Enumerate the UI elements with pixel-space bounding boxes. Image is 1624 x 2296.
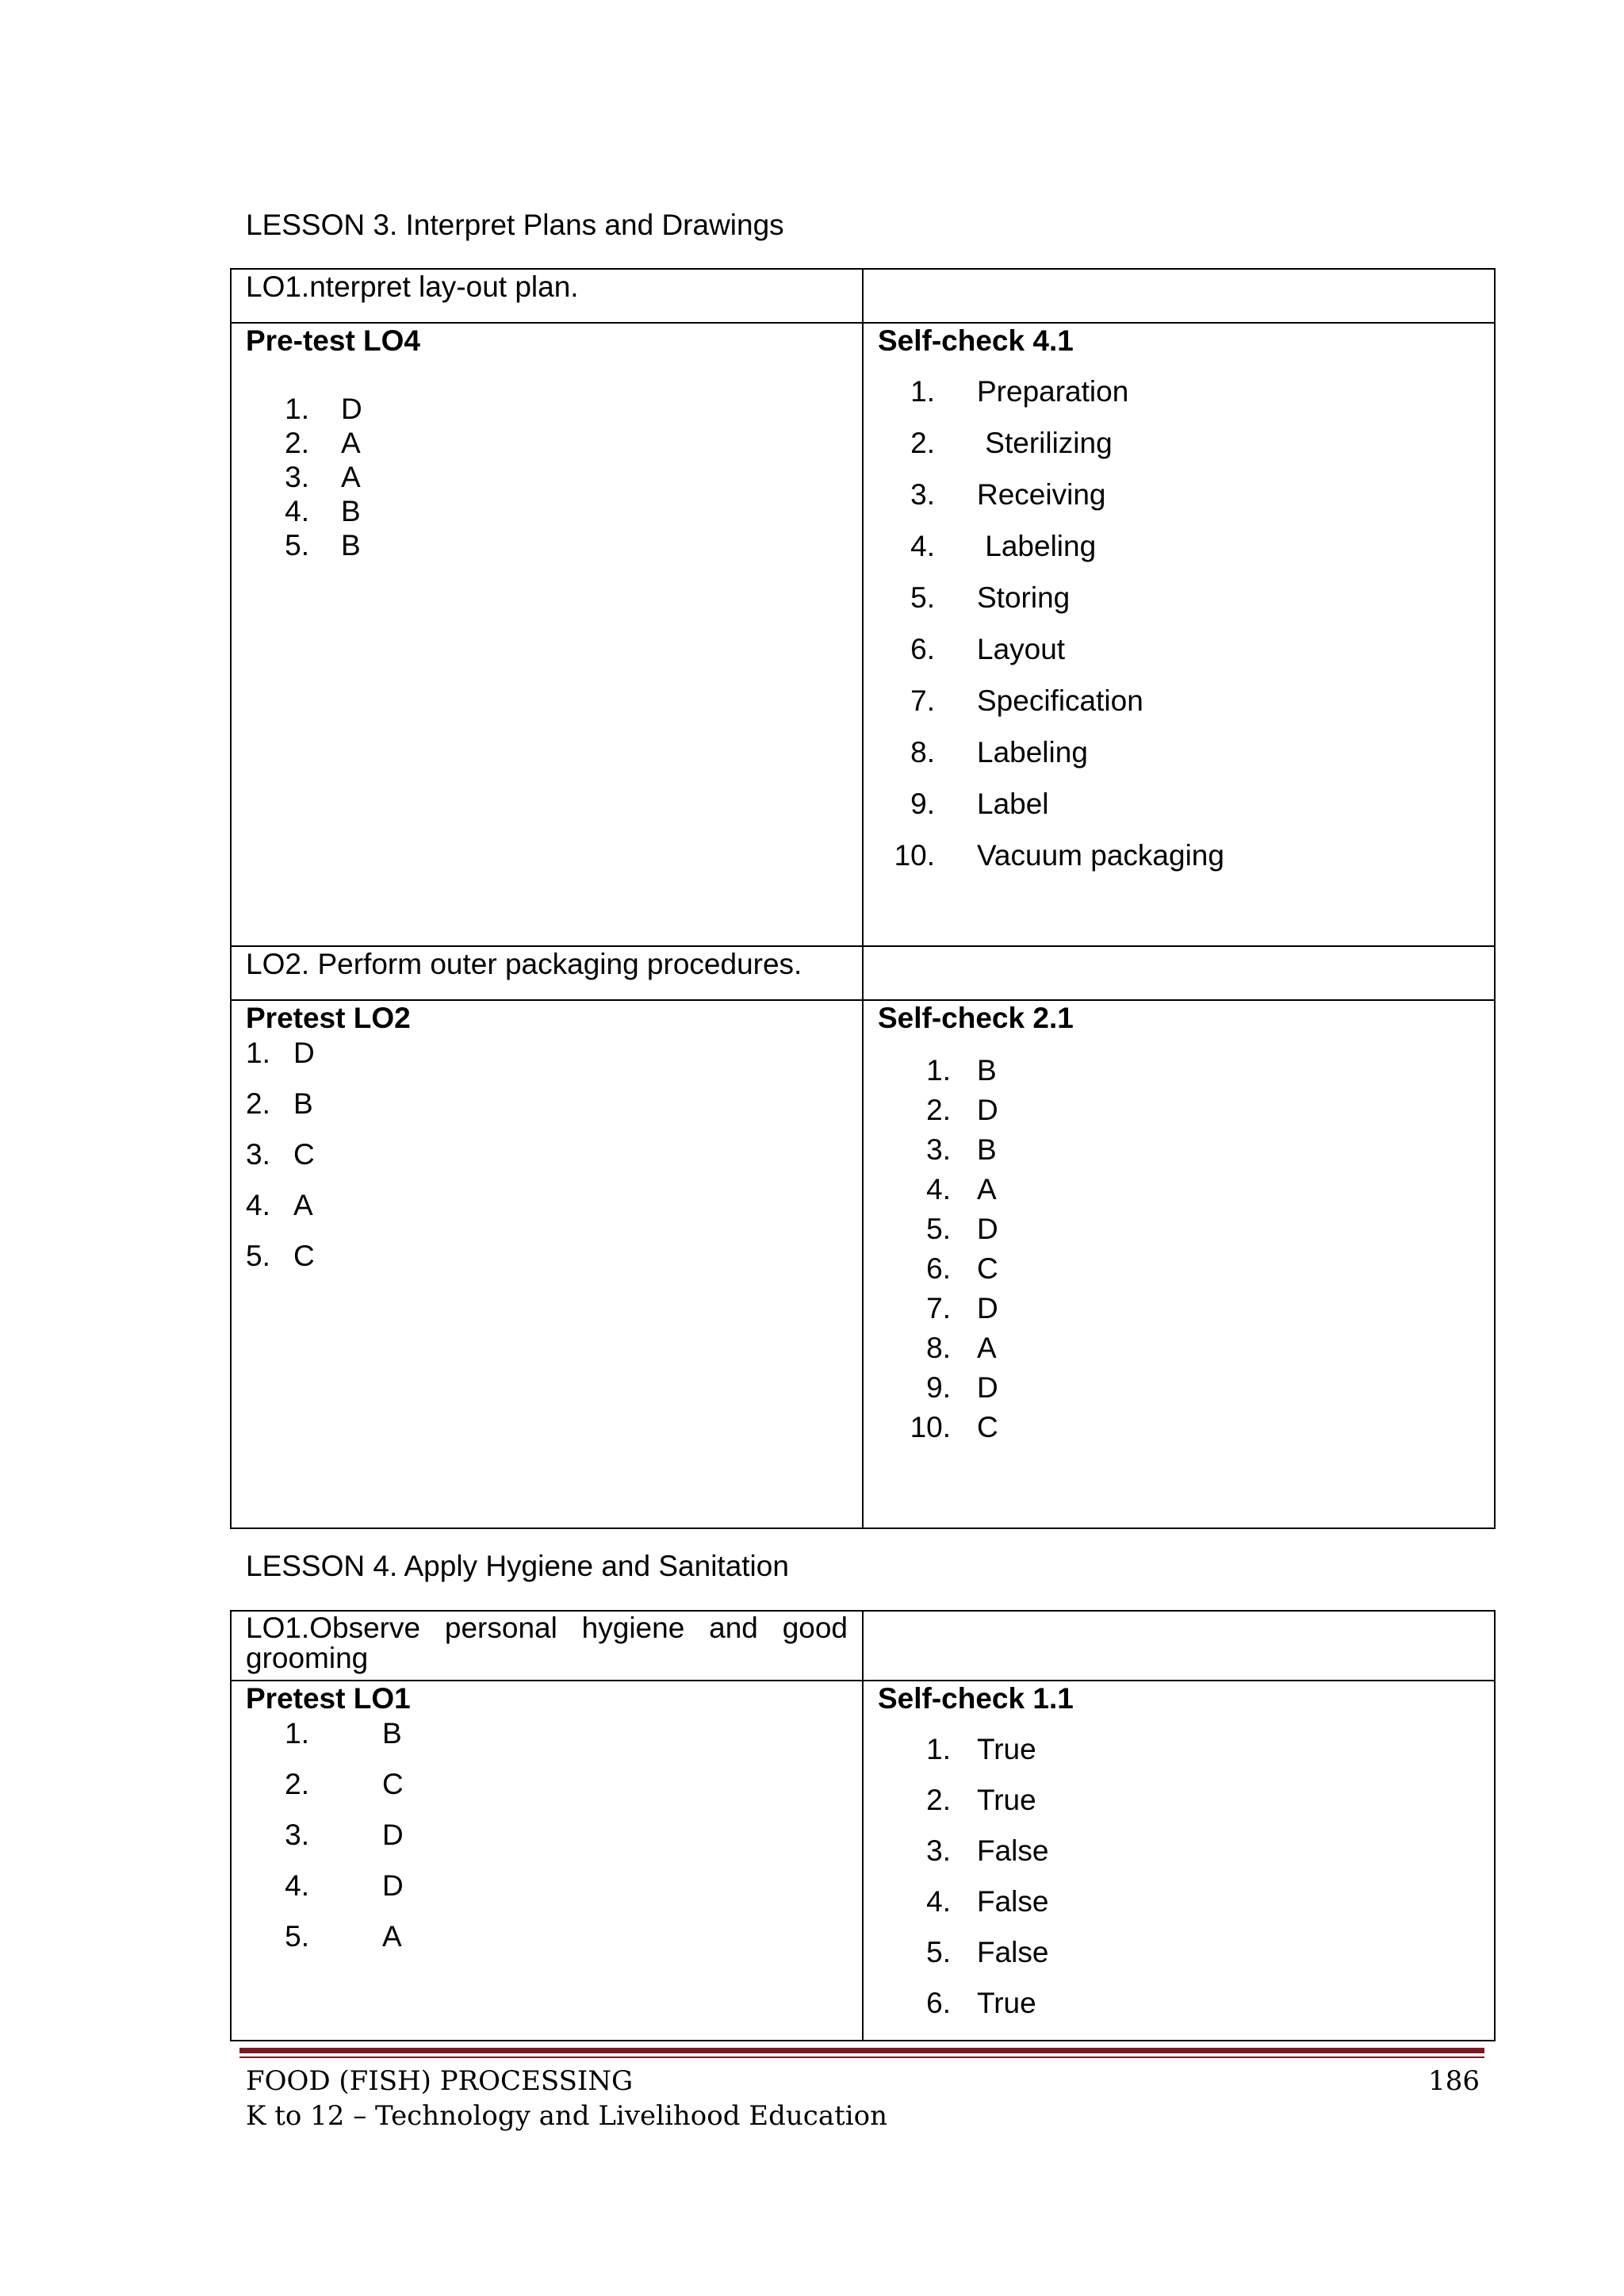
list-item: [246, 1239, 848, 1290]
item-number: 1.: [285, 1717, 309, 1750]
item-number: 5.: [926, 1936, 951, 1968]
item-answer: B: [341, 495, 361, 527]
list-item: [878, 1834, 1480, 1884]
item-number: 6.: [926, 1252, 951, 1285]
item-answer: False: [977, 1885, 1049, 1918]
item-number: 2.: [285, 427, 309, 459]
item-number: 7.: [910, 684, 935, 717]
item-answer: D: [341, 393, 362, 425]
item-answer: C: [293, 1138, 315, 1171]
item-number: 2.: [910, 427, 935, 459]
item-answer: True: [977, 1733, 1036, 1765]
item-answer: C: [293, 1240, 315, 1272]
list-item: [878, 1986, 1480, 2037]
item-answer: True: [977, 1987, 1036, 2019]
item-answer: C: [382, 1768, 404, 1800]
item-answer: B: [977, 1054, 997, 1087]
list-item: [246, 1036, 848, 1087]
item-number: 1.: [246, 1037, 270, 1069]
pretest-lo2-cell: [231, 1000, 863, 1528]
list-item: [878, 426, 1480, 477]
item-number: 1.: [926, 1733, 951, 1765]
item-answer: D: [977, 1292, 998, 1324]
list-item: [878, 1093, 1480, 1133]
list-item: [878, 1331, 1480, 1370]
item-number: 4.: [926, 1173, 951, 1205]
lesson-3-heading: LESSON 3. Interpret Plans and Drawings: [246, 209, 784, 241]
list-item: [878, 529, 1480, 581]
pretest-lo1-answers: [246, 1716, 848, 1970]
item-answer: Specification: [977, 684, 1143, 717]
list-item: [878, 1732, 1480, 1783]
item-number: 3.: [285, 461, 309, 493]
item-answer: False: [977, 1834, 1049, 1867]
list-item: [878, 1884, 1480, 1935]
item-answer: Storing: [977, 581, 1071, 614]
list-item: [878, 787, 1480, 838]
lesson-4-lo1-title-line2: grooming: [246, 1642, 369, 1674]
selfcheck-4-1-cell: [863, 323, 1495, 946]
item-answer: D: [382, 1819, 404, 1851]
list-item: [878, 1251, 1480, 1291]
list-item: [878, 684, 1480, 735]
footer-program: K to 12 – Technology and Livelihood Education: [246, 2100, 887, 2132]
item-answer: A: [977, 1332, 997, 1364]
lesson-4-lo1-title-cell: [231, 1611, 863, 1681]
list-item: [878, 632, 1480, 684]
empty-cell: [863, 946, 1495, 1000]
list-item: [246, 1137, 848, 1188]
list-item: [246, 392, 848, 426]
selfcheck-2-1-cell: [863, 1000, 1495, 1528]
item-number: 9.: [926, 1371, 951, 1404]
item-answer: A: [382, 1920, 402, 1953]
item-answer: B: [341, 529, 361, 562]
item-number: 1.: [285, 393, 309, 425]
item-answer: D: [977, 1371, 998, 1404]
item-number: 3.: [246, 1138, 270, 1171]
list-item: [878, 838, 1480, 890]
item-answer: A: [341, 427, 361, 459]
item-number: 5.: [926, 1213, 951, 1245]
item-number: 4.: [285, 1869, 309, 1902]
empty-cell: [863, 1611, 1495, 1681]
list-item: [246, 1087, 848, 1137]
item-number: 2.: [285, 1768, 309, 1800]
pretest-lo1-cell: [231, 1681, 863, 2041]
item-number: 6.: [910, 633, 935, 665]
pretest-lo4-answers: [246, 392, 848, 562]
list-item: [246, 528, 848, 562]
list-item: [246, 1818, 848, 1869]
item-answer: Preparation: [977, 375, 1129, 408]
list-item: [246, 460, 848, 494]
list-item: [878, 1133, 1480, 1172]
item-answer: D: [977, 1094, 998, 1126]
pretest-lo2-heading: Pretest LO2: [246, 1002, 411, 1034]
item-number: 1.: [910, 375, 935, 408]
pretest-lo4-cell: [231, 323, 863, 946]
item-number: 5.: [285, 529, 309, 562]
footer-subject: FOOD (FISH) PROCESSING: [246, 2065, 634, 2097]
item-number: 3.: [285, 1819, 309, 1851]
item-number: 1.: [926, 1054, 951, 1087]
list-item: [246, 426, 848, 460]
item-number: 3.: [926, 1834, 951, 1867]
item-number: 10.: [910, 1411, 951, 1443]
item-number: 2.: [926, 1094, 951, 1126]
lesson-4-lo1-title-line1: LO1.Observe personal hygiene and good: [246, 1612, 848, 1644]
item-number: 8.: [910, 736, 935, 769]
selfcheck-2-1-answers: [878, 1053, 1480, 1450]
list-item: [246, 1919, 848, 1970]
item-answer: B: [293, 1087, 313, 1120]
footer-rule-thin: [239, 2056, 1484, 2058]
item-answer: Labeling: [977, 530, 1097, 562]
list-item: [246, 1869, 848, 1919]
selfcheck-4-1-answers: [878, 374, 1480, 890]
item-number: 5.: [246, 1240, 270, 1272]
selfcheck-1-1-cell: [863, 1681, 1495, 2041]
item-answer: Layout: [977, 633, 1066, 665]
list-item: [878, 1172, 1480, 1212]
list-item: [246, 1716, 848, 1767]
list-item: [878, 374, 1480, 426]
item-answer: D: [293, 1037, 315, 1069]
item-number: 10.: [894, 839, 935, 872]
item-number: 6.: [926, 1987, 951, 2019]
list-item: [878, 581, 1480, 632]
item-number: 3.: [910, 478, 935, 511]
item-answer: Labeling: [977, 736, 1088, 769]
lo2-title-cell: [231, 946, 863, 1000]
lesson-4-heading: LESSON 4. Apply Hygiene and Sanitation: [246, 1550, 789, 1582]
item-number: 2.: [246, 1087, 270, 1120]
item-number: 8.: [926, 1332, 951, 1364]
list-item: [878, 1935, 1480, 1986]
footer-rule: [239, 2048, 1484, 2053]
item-answer: A: [977, 1173, 997, 1205]
list-item: [878, 1410, 1480, 1450]
item-answer: A: [293, 1189, 313, 1221]
lesson-4-answer-table: [230, 1610, 1496, 2041]
item-answer: C: [977, 1252, 998, 1285]
item-answer: True: [977, 1784, 1036, 1816]
item-number: 4.: [285, 495, 309, 527]
item-answer: A: [341, 461, 361, 493]
empty-cell: [863, 269, 1495, 323]
item-answer: Receiving: [977, 478, 1106, 511]
pretest-lo2-answers: [246, 1036, 848, 1290]
item-answer: Sterilizing: [977, 427, 1113, 459]
list-item: [878, 1291, 1480, 1331]
pretest-lo1-heading: Pretest LO1: [246, 1682, 411, 1715]
item-answer: C: [977, 1411, 998, 1443]
item-number: 5.: [910, 581, 935, 614]
selfcheck-4-1-heading: Self-check 4.1: [878, 324, 1074, 357]
item-number: 2.: [926, 1784, 951, 1816]
item-number: 4.: [246, 1189, 270, 1221]
item-number: 3.: [926, 1133, 951, 1166]
item-number: 5.: [285, 1920, 309, 1953]
item-number: 9.: [910, 788, 935, 820]
item-answer: D: [977, 1213, 998, 1245]
list-item: [878, 477, 1480, 529]
lo1-title-cell: [231, 269, 863, 323]
selfcheck-1-1-heading: Self-check 1.1: [878, 1682, 1074, 1715]
item-number: 7.: [926, 1292, 951, 1324]
lesson-3-answer-table: [230, 268, 1496, 1529]
list-item: [878, 735, 1480, 787]
item-answer: Vacuum packaging: [977, 839, 1224, 872]
item-answer: Label: [977, 788, 1049, 820]
item-answer: D: [382, 1869, 404, 1902]
list-item: [878, 1783, 1480, 1834]
selfcheck-2-1-heading: Self-check 2.1: [878, 1002, 1074, 1034]
list-item: [878, 1370, 1480, 1410]
item-number: 4.: [910, 530, 935, 562]
item-answer: False: [977, 1936, 1049, 1968]
list-item: [878, 1053, 1480, 1093]
selfcheck-1-1-answers: [878, 1732, 1480, 2037]
list-item: [246, 1188, 848, 1239]
list-item: [246, 494, 848, 528]
lo1-title: LO1.nterpret lay-out plan.: [246, 270, 579, 303]
list-item: [246, 1767, 848, 1818]
item-number: 4.: [926, 1885, 951, 1918]
pretest-lo4-heading: Pre-test LO4: [246, 324, 421, 357]
item-answer: B: [977, 1133, 997, 1166]
item-answer: B: [382, 1717, 402, 1750]
list-item: [878, 1212, 1480, 1251]
lo2-title: LO2. Perform outer packaging procedures.: [246, 948, 802, 980]
footer-page-number: 186: [1428, 2065, 1480, 2097]
